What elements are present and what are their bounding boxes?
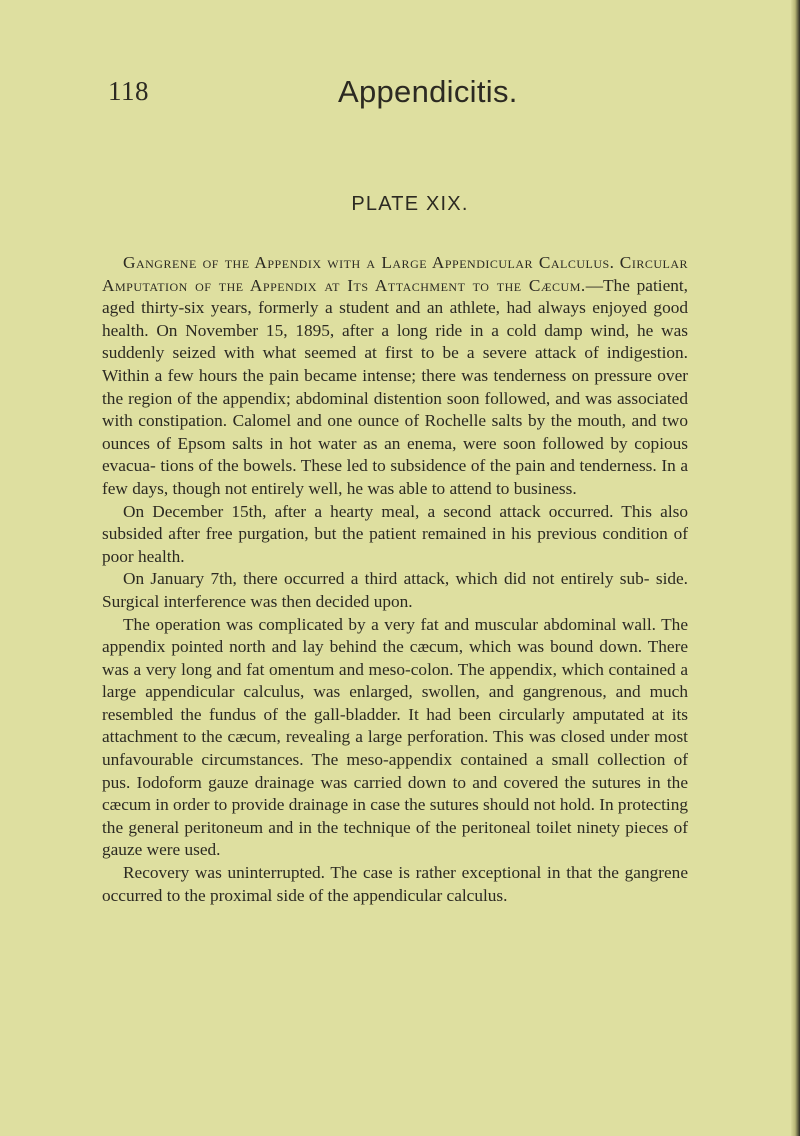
plate-title: PLATE XIX. <box>351 193 469 215</box>
article-body <box>102 252 688 907</box>
page-header <box>108 72 688 116</box>
paragraph-5: Recovery was uninterrupted. The case is rather exceptional in that the gangrene occurred to the proximal side of the appendicular calculus. <box>102 863 688 905</box>
paragraph-intro <box>102 252 688 501</box>
caption-line-2: Circular Amputation of the Appendix at Its Attachment to the Cæcum. <box>102 253 688 295</box>
page-edge-shadow <box>791 0 800 1136</box>
paragraph-3: On January 7th, there occurred a third attack, which did not entirely sub- side. Surgical interference was then decided upon. <box>102 569 688 611</box>
caption-line-1: Gangrene of the Appendix with a Large Appendicular Calculus. <box>123 253 615 272</box>
page-number: 118 <box>108 76 149 106</box>
running-head: Appendicitis. <box>338 74 518 109</box>
paragraph-2: On December 15th, after a hearty meal, a second attack occurred. This also subsided after free purgation, but the patient remained in his previous condition of poor health. <box>102 501 688 566</box>
paragraph-4: The operation was complicated by a very fat and muscular abdominal wall. The appendix pointed north and lay behind the cæcum, which was bound down. There was a very long and fat omentum and meso-colon. The appendix, which contained a large appendicular calculus, was enlarged, swollen, and gangrenous, and much resembled the fundus of the gall-bladder. It had been circularly amputated at its attachment to the cæcum, revealing a large perforation. This was closed under most unfavourable circumstances. The meso-appendix contained a small collection of pus. Iodoform gauze drainage was carried down to and covered the sutures in the cæcum in order to provide drainage in case the sutures should not hold. In protecting the general peritoneum and in the technique of the peritoneal toilet ninety pieces of gauze were used. <box>102 614 688 860</box>
paragraph-1-text: —The patient, aged thirty-six years, formerly a student and an athlete, had always enjoyed good health. On November 15, 1895, after a long ride in a cold damp wind, he was suddenly seized with what seemed at first to be a severe attack of indigestion. Within a few hours the pain became intense; there was tenderness on pressure over the region of the appendix; abdominal distention soon followed, and was associated with constipation. Calomel and one ounce of Rochelle salts by the mouth, and two ounces of Epsom salts in hot water as an enema, were soon followed by copious evacua- tions of the bowels. These led to subsidence of the pain and tenderness. In a few days, though not entirely well, he was able to attend to business. <box>102 275 688 498</box>
